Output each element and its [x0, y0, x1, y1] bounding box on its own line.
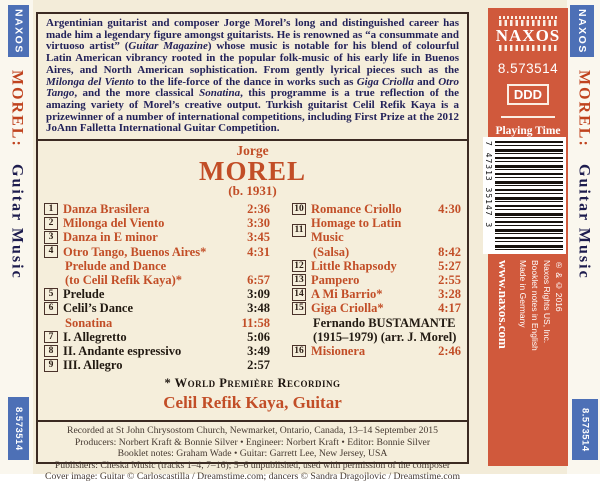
track-number: 1: [44, 203, 58, 216]
track-row: 8 II. Andante espressivo 3:49: [44, 344, 270, 358]
spine-work: Guitar Music: [8, 163, 26, 280]
arranger-row: (1915–1979) (arr. J. Morel): [313, 329, 457, 344]
credit-line: Recorded at St John Chrysostom Church, Newmarket, Ontario, Canada, 13–14 September 2015: [66, 425, 438, 437]
track-column-left: [44, 202, 270, 372]
credit-line: Producers: Norbert Kraft & Bonnie Silver • Engineer: Norbert Kraft • Editor: Bonnie Silver: [74, 436, 431, 448]
world-premiere-note: * World Première Recording: [164, 376, 341, 391]
track-number: 15: [292, 302, 306, 315]
track-continuation-row: (Salsa) 8:42: [313, 244, 461, 259]
track-number: 9: [44, 359, 58, 372]
recording-format-badge: DDD: [507, 84, 549, 105]
barcode-digits: 7 47313 35147 3: [484, 141, 493, 229]
naxos-info-panel: [484, 8, 568, 466]
artist-line: Celil Refik Kaya, Guitar: [163, 393, 342, 413]
naxos-brand-text: NAXOS: [12, 8, 25, 54]
spine-right: [567, 0, 600, 474]
naxos-logo-cornice: [499, 16, 557, 19]
work-header-row: (to Celil Refik Kaya)* 6:57: [65, 273, 270, 288]
spine-work: Guitar Music: [575, 163, 593, 280]
track-row: 10 Romance Criollo 4:30: [292, 202, 461, 216]
spine-left-catalog-box: [8, 397, 29, 460]
spine-right-brand-box: [570, 5, 594, 57]
track-row: 2 Milonga del Viento 3:30: [44, 216, 270, 230]
credits-block: [38, 420, 467, 483]
track-number: 8: [44, 345, 58, 358]
track-row: 4 Otro Tango, Buenos Aires* 4:31: [44, 245, 270, 259]
credit-line: Publishers: Cheska Music (tracks 1–4, 7–16); 5–6 unpublished, used with permission of the composer: [54, 459, 451, 471]
naxos-logo: NAXOS: [495, 26, 561, 45]
spine-composer: MOREL:: [8, 70, 26, 148]
track-row: 12 Little Rhapsody 5:27: [292, 259, 461, 273]
copyright-line: ℗ & © 2016: [554, 260, 564, 312]
track-number: 10: [292, 203, 306, 216]
copyright-line: Booklet notes in English: [530, 260, 540, 351]
naxos-logo-columns-bottom: [499, 45, 557, 51]
composer-last-name: MOREL: [198, 156, 306, 187]
composer-first-name: Jorge: [236, 143, 269, 159]
spine-right-catalog-box: [572, 399, 598, 460]
track-column-right: [292, 202, 461, 372]
track-row: 6 Celil’s Dance 3:48: [44, 301, 270, 315]
track-number: 7: [44, 331, 58, 344]
copyright-line: Naxos Rights US, Inc.: [542, 260, 552, 344]
made-in-line: Made in Germany: [518, 260, 528, 328]
work-header-row: Prelude and Dance: [65, 258, 167, 273]
spine-composer: MOREL:: [575, 70, 593, 148]
track-number: 13: [292, 274, 306, 287]
credit-line: Cover image: Guitar © Carloscastilla / Dreamstime.com; dancers © Sandra Dragojlovic / Dreamstime.com: [44, 471, 461, 483]
playing-time-label: Playing Time: [495, 125, 561, 137]
track-number: 11: [292, 224, 306, 237]
spine-left-brand-box: [8, 5, 29, 57]
spine-left-title: [0, 70, 33, 400]
track-number: 16: [292, 345, 306, 358]
track-number: 2: [44, 217, 58, 230]
panel-divider: [501, 116, 555, 118]
track-number: 4: [44, 245, 58, 258]
catalog-number: 8.573514: [497, 61, 559, 76]
track-row: 16 Misionera 2:46: [292, 344, 461, 358]
track-row: 11 Homage to Latin Music: [292, 216, 461, 244]
track-number: 12: [292, 260, 306, 273]
track-number: 6: [44, 302, 58, 315]
track-row: 1 Danza Brasilera 2:36: [44, 202, 270, 216]
spine-left: [0, 0, 33, 474]
track-row: 14 A Mi Barrio* 3:28: [292, 287, 461, 301]
spine-right-title: [567, 70, 600, 400]
track-number: 14: [292, 288, 306, 301]
album-title: [38, 144, 467, 198]
main-panel: [36, 12, 469, 483]
rights-and-origin: [492, 260, 564, 428]
composer-dates: (b. 1931): [228, 183, 277, 199]
track-number: 5: [44, 288, 58, 301]
track-row: 3 Danza in E minor 3:45: [44, 230, 270, 244]
track-row: 5 Prelude 3:09: [44, 287, 270, 301]
track-row: 13 Pampero 2:55: [292, 273, 461, 287]
naxos-brand-text: NAXOS: [576, 8, 588, 54]
work-header-row: Sonatina 11:58: [65, 315, 270, 330]
track-row: 9 III. Allegro 2:57: [44, 358, 270, 372]
catalog-number: 8.573514: [13, 406, 24, 451]
track-row: 7 I. Allegretto 5:06: [44, 330, 270, 344]
intro-paragraph: Argentinian guitarist and composer Jorge Morel’s long and distinguished career has made him a legendary figure amongst guitarists. He is renowned as “a consummate and virtuoso artist” (Guitar Magazine) whose music is notable for his blend of colourful Latin American vibrancy rooted in the popular folk-music of his early life in Buenos Aires, and North American sophistication. From gently lyrical pieces such as the Milonga del Viento to the life-force of the dance in works such as Giga Criolla and Otro Tango, and the more classical Sonatina, this programme is a true reflection of the amazing variety of Morel’s creative output. Turkish guitarist Celil Refik Kaya is a prizewinner of a number of international competitions, including First Prize at the 2012 JoAnn Falletta International Guitar Competition.: [38, 14, 467, 141]
catalog-number: 8.573514: [579, 407, 591, 452]
track-list: [38, 198, 467, 372]
website-url: www.naxos.com: [496, 260, 511, 349]
arranger-row: Fernando BUSTAMANTE: [313, 315, 456, 330]
track-number: 3: [44, 231, 58, 244]
barcode-bars: [495, 141, 563, 250]
track-row: 15 Giga Criolla* 4:17: [292, 301, 461, 315]
credit-line: Booklet notes: Graham Wade • Guitar: Garrett Lee, New Jersey, USA: [117, 448, 388, 460]
barcode: [483, 137, 566, 254]
